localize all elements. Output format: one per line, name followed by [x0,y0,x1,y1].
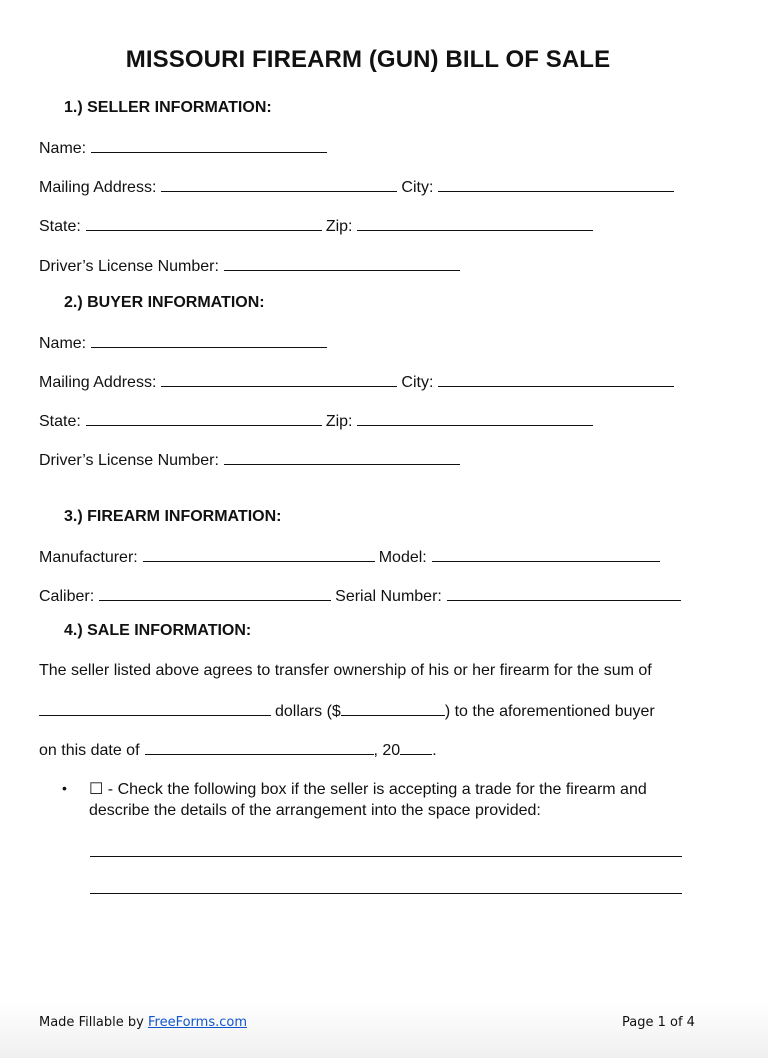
seller-city-field[interactable] [438,177,674,192]
serial-label: Serial Number: [335,588,442,605]
page-number: Page 1 of 4 [622,1015,695,1030]
year-suffix: . [432,742,437,759]
seller-state-label: State: [39,218,81,235]
seller-heading: 1.) SELLER INFORMATION: [64,99,272,116]
buyer-name-row [39,333,331,353]
trade-details-line-2[interactable] [90,893,682,894]
seller-license-row [39,256,464,276]
buyer-state-label: State: [39,413,81,430]
sale-line-2 [39,701,655,721]
sale-line-3 [39,740,437,760]
buyer-address-field[interactable] [161,372,397,387]
sale-heading: 4.) SALE INFORMATION: [64,622,252,639]
buyer-license-label: Driver’s License Number: [39,452,219,469]
buyer-text: ) to the aforementioned buyer [444,703,655,720]
serial-field[interactable] [447,586,681,601]
trade-text: - Check the following box if the seller is accepting a trade for the firearm and describe the details of the arrangement into the space provided: [89,781,647,819]
trade-details-line-1[interactable] [90,856,682,857]
date-prefix: on this date of [39,742,140,759]
amount-number-field[interactable] [341,701,445,716]
seller-zip-label: Zip: [325,218,353,235]
seller-city-label: City: [401,179,434,196]
amount-words-field[interactable] [39,701,271,716]
seller-state-field[interactable] [86,216,322,231]
trade-checkbox[interactable]: ☐ [89,781,104,798]
caliber-label: Caliber: [39,588,95,605]
firearm-make-row [39,547,664,567]
model-field[interactable] [432,547,660,562]
seller-license-field[interactable] [224,256,460,271]
model-label: Model: [378,549,427,566]
buyer-state-row [39,411,597,431]
firearm-caliber-row [39,586,685,606]
year-prefix: , 20 [373,742,401,759]
dollars-text: dollars ($ [275,703,341,720]
buyer-zip-label: Zip: [325,413,353,430]
seller-name-row [39,138,331,158]
sale-line-1 [39,662,652,680]
buyer-city-label: City: [401,374,434,391]
trade-paragraph [89,779,699,821]
document-title: MISSOURI FIREARM (GUN) BILL OF SALE [125,46,611,73]
footer-credit [39,1015,247,1030]
freeforms-link[interactable]: FreeForms.com [147,1015,247,1030]
buyer-state-field[interactable] [86,411,322,426]
seller-address-label: Mailing Address: [39,179,157,196]
date-field[interactable] [145,740,374,755]
seller-state-row [39,216,597,236]
buyer-name-label: Name: [39,335,87,352]
year-field[interactable] [400,740,432,755]
footer-made-by: Made Fillable by [39,1015,148,1030]
seller-name-label: Name: [39,140,87,157]
buyer-name-field[interactable] [91,333,327,348]
buyer-address-label: Mailing Address: [39,374,157,391]
buyer-heading: 2.) BUYER INFORMATION: [64,294,265,311]
sale-text-1: The seller listed above agrees to transfer ownership of his or her firearm for the sum of [39,662,652,679]
seller-zip-field[interactable] [357,216,593,231]
seller-address-row [39,177,678,197]
caliber-field[interactable] [99,586,331,601]
buyer-zip-field[interactable] [357,411,593,426]
buyer-city-field[interactable] [438,372,674,387]
seller-license-label: Driver’s License Number: [39,258,219,275]
buyer-license-row [39,450,464,470]
buyer-address-row [39,372,678,392]
seller-address-field[interactable] [161,177,397,192]
firearm-heading: 3.) FIREARM INFORMATION: [64,508,282,525]
bullet-icon: • [62,780,67,796]
manufacturer-field[interactable] [143,547,375,562]
buyer-license-field[interactable] [224,450,460,465]
manufacturer-label: Manufacturer: [39,549,138,566]
seller-name-field[interactable] [91,138,327,153]
